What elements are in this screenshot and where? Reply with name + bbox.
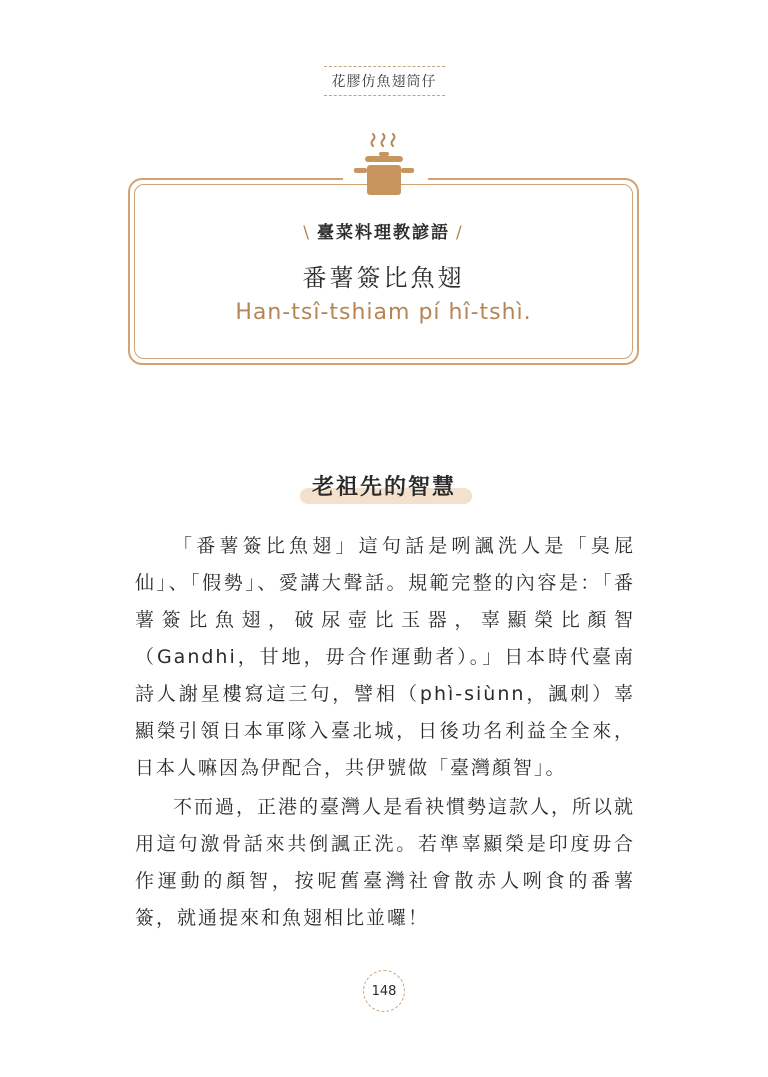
proverb-label-text: 臺菜料理教諺語	[317, 223, 450, 243]
body-paragraph-2: 不而過，正港的臺灣人是看袂慣勢這款人，所以就用這句激骨話來共倒諷正洗。若準辜顯榮是印度毋合作運動的顏智，按呢舊臺灣社會散赤人咧食的番薯簽，就通提來和魚翅相比並囉！	[135, 796, 636, 929]
proverb-romanization: Han-tsî-tshiam pí hî-tshì.	[235, 300, 532, 325]
cooking-pot-icon	[349, 132, 419, 202]
section-heading-wrap	[0, 470, 768, 501]
label-right-mark: /	[456, 223, 464, 243]
page-number: 148	[371, 983, 397, 999]
chapter-title: 花膠仿魚翅筒仔	[324, 66, 445, 96]
body-paragraph-1: 「番薯簽比魚翅」這句話是咧諷洗人是「臭屁仙」、「假勢」、愛講大聲話。規範完整的內容是：「番薯簽比魚翅，破尿壺比玉器，辜顯榮比顏智（Gandhi，甘地，毋合作運動者）。」日本時代臺南詩人謝星樓寫這三句，譬相（phì-siùnn，諷刺）辜顯榮引領日本軍隊入臺北城，日後功名利益全全來，日本人嘛因為伊配合，共伊號做「臺灣顏智」。	[135, 535, 635, 779]
running-header	[0, 66, 768, 96]
label-left-mark: \	[303, 223, 311, 243]
proverb-box	[128, 178, 639, 365]
section-heading: 老祖先的智慧	[306, 470, 462, 501]
page-number-badge	[363, 970, 405, 1012]
proverb-hanzi: 番薯簽比魚翅	[302, 264, 465, 292]
proverb-box-label	[130, 218, 637, 243]
